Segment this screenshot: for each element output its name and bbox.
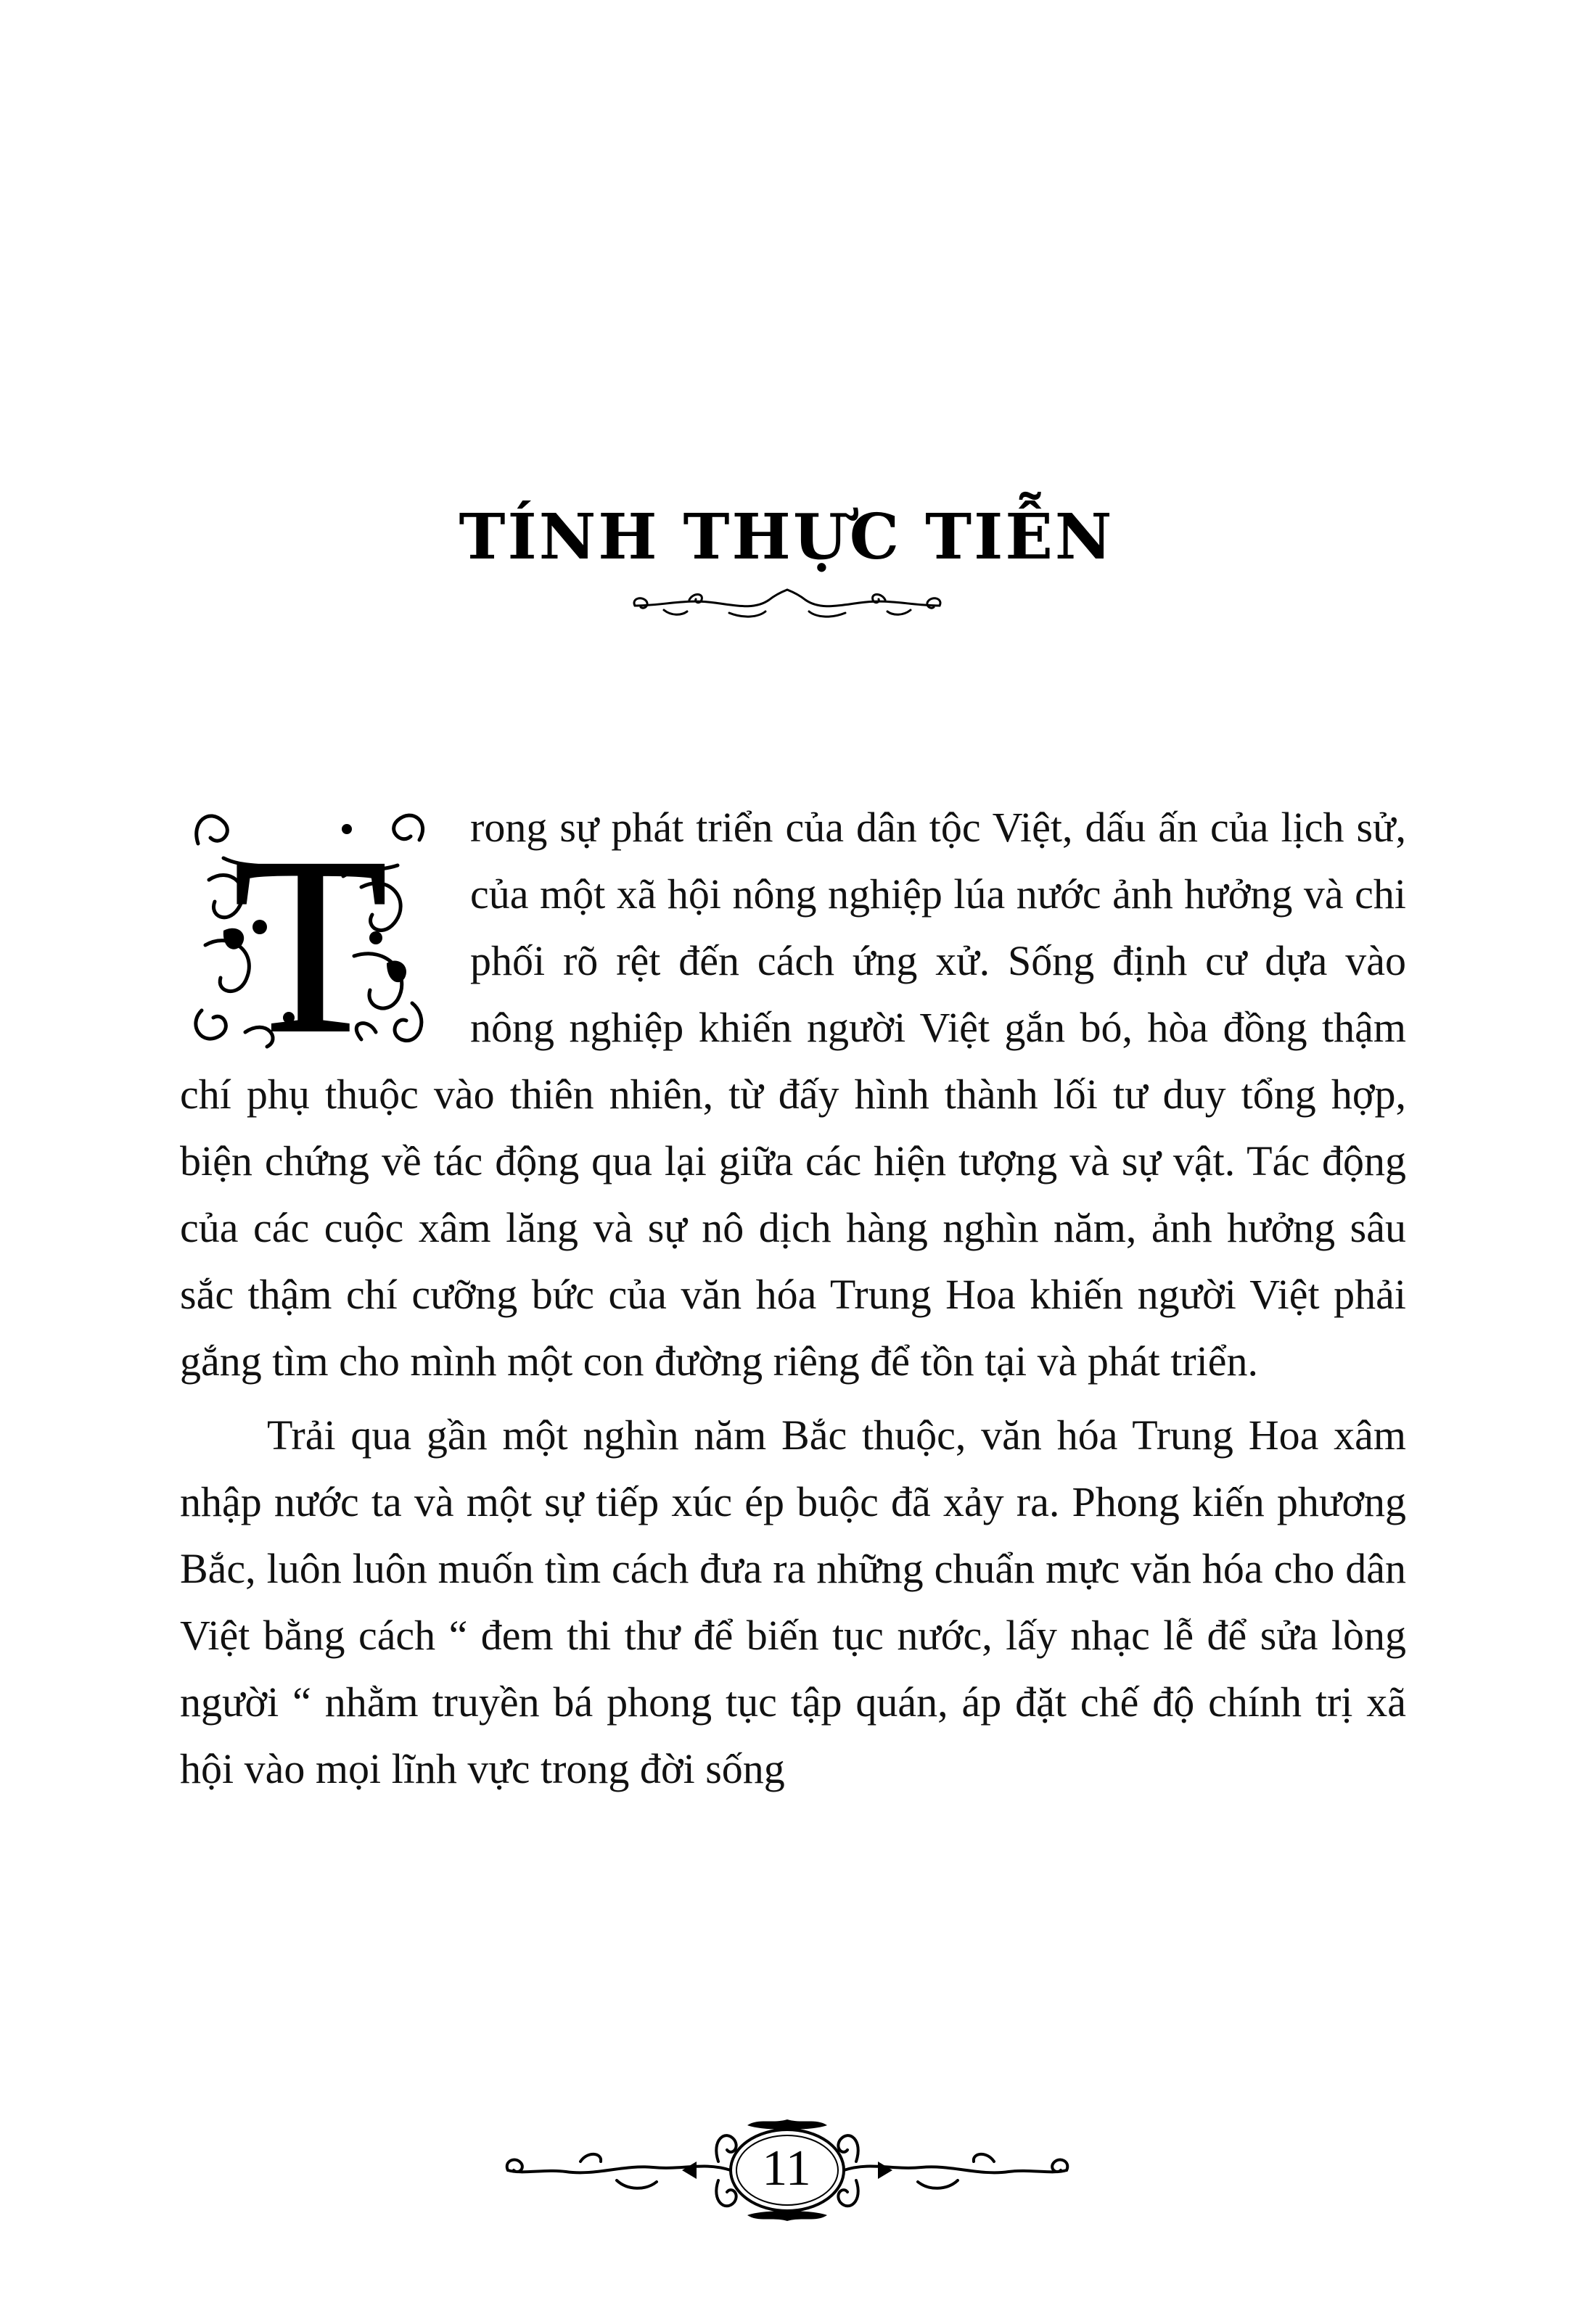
drop-cap-letter: T	[233, 804, 388, 1054]
page-title: TÍNH THỰC TIỄN	[459, 500, 1114, 574]
paragraph-1-text: rong sự phát triển của dân tộc Việt, dấu ấn của lịch sử, của một xã hội nông nghiệp lúa nước ảnh hưởng và chi phối rõ rệt đến cách ứng xử. Sống định cư dựa vào nông nghiệp khiến người Việt gắn bó, hòa đồng thậm chí phụ thuộc vào thiên nhiên, từ đấy hình thành lối tư duy tổng hợp, biện chứng về tác động qua lại giữa các hiện tượng và sự vật. Tác động của các cuộc xâm lăng và sự nô dịch hàng nghìn năm, ảnh hưởng sâu sắc thậm chí cưỡng bức của văn hóa Trung Hoa khiến người Việt phải gắng tìm cho mình một con đường riêng để tồn tại và phát triển.	[180, 804, 1406, 1385]
ornamental-drop-cap	[180, 800, 441, 1054]
paragraph-2: Trải qua gần một nghìn năm Bắc thuộc, văn hóa Trung Hoa xâm nhập nước ta và một sự tiếp xúc ép buộc đã xảy ra. Phong kiến phương Bắc, luôn luôn muốn tìm cách đưa ra những chuẩn mực văn hóa cho dân Việt bằng cách “ đem thi thư để biến tục nước, lấy nhạc lễ để sửa lòng người “ nhằm truyền bá phong tục tập quán, áp đặt chế độ chính trị xã hội vào mọi lĩnh vực trong đời sống	[180, 1412, 1406, 1792]
chapter-body	[180, 794, 1406, 1802]
page-number: 11	[762, 2140, 811, 2196]
title-divider-ornament	[620, 584, 954, 627]
paragraph-1	[180, 794, 1406, 1395]
